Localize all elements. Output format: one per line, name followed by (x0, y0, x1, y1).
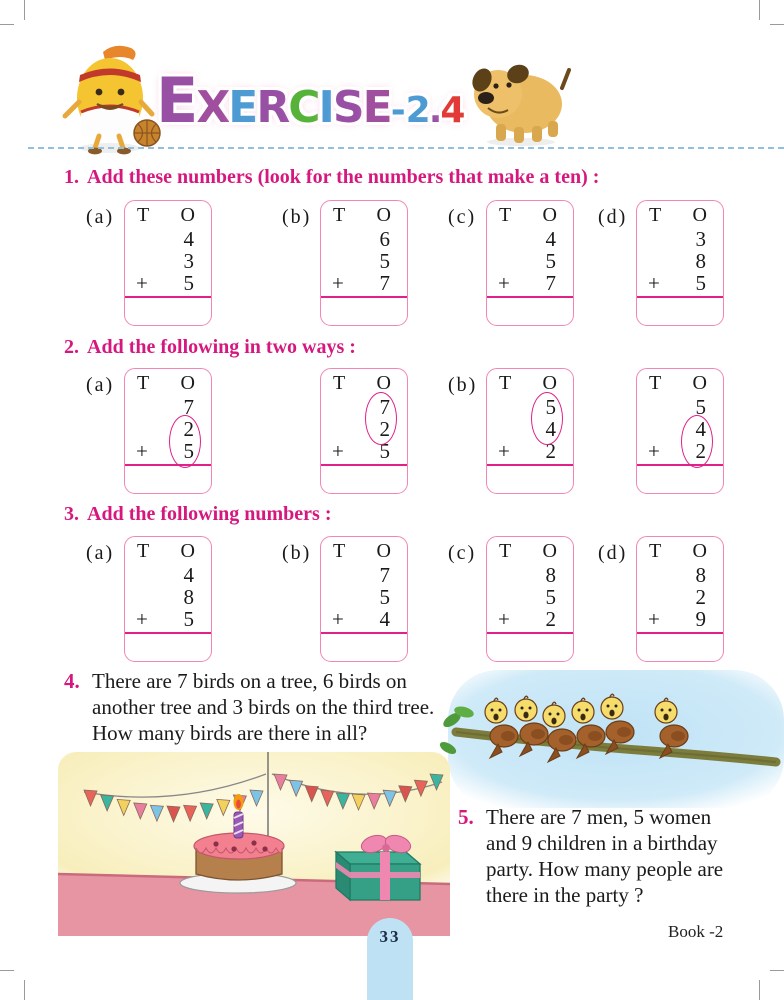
addend-row (637, 272, 723, 294)
question-1-heading (64, 166, 744, 189)
problem-label: (a) (86, 542, 115, 564)
sum-line (637, 296, 723, 298)
place-header: O (180, 204, 195, 226)
title-letter: E (362, 82, 393, 133)
addend-row (321, 440, 407, 462)
place-value-headers (637, 537, 723, 564)
addend-digit: 7 (183, 395, 194, 419)
addend-digit: 2 (379, 417, 390, 441)
question-number: 4. (64, 669, 80, 693)
sum-line (487, 464, 573, 466)
mascot-illustration (55, 40, 165, 155)
question-5 (458, 804, 743, 908)
addend-digit: 2 (545, 607, 556, 631)
place-value-headers (487, 201, 573, 228)
question-text: Add these numbers (look for the numbers that make a ten) : (87, 166, 600, 188)
addend-row (637, 586, 723, 608)
plus-sign: + (648, 607, 660, 631)
addend-row (487, 228, 573, 250)
plus-sign: + (136, 271, 148, 295)
addend-digit: 5 (545, 395, 556, 419)
exercise-title (156, 64, 486, 137)
addend-row (487, 272, 573, 294)
plus-sign: + (498, 439, 510, 463)
addend-row (321, 272, 407, 294)
question-3-problems (0, 534, 784, 666)
place-header: O (542, 540, 557, 562)
addend-digit: 3 (183, 249, 194, 273)
sum-line (637, 464, 723, 466)
place-value-headers (487, 537, 573, 564)
place-header: T (649, 204, 662, 226)
addend-digit: 3 (695, 227, 706, 251)
question-text: Add the following in two ways : (87, 336, 356, 358)
question-text: There are 7 birds on a tree, 6 birds on another tree and 3 birds on the third tree. How many birds are there in all? (92, 669, 435, 745)
addend-row (487, 586, 573, 608)
crop-mark (759, 0, 760, 20)
plus-sign: + (498, 271, 510, 295)
sum-line (321, 296, 407, 298)
addend-row (487, 608, 573, 630)
crop-mark (770, 970, 784, 971)
question-number: 3. (64, 503, 79, 525)
place-header: T (499, 372, 512, 394)
sum-line (125, 632, 211, 634)
place-header: O (692, 204, 707, 226)
addend-digit: 4 (183, 227, 194, 251)
page-number-tab (367, 918, 413, 1000)
addend-digit: 7 (545, 271, 556, 295)
plus-sign: + (648, 271, 660, 295)
place-header: O (180, 372, 195, 394)
addend-digit: 5 (545, 585, 556, 609)
addend-row (487, 250, 573, 272)
birthday-party-illustration (58, 752, 450, 936)
plus-sign: + (332, 271, 344, 295)
dashed-divider (28, 147, 784, 149)
problem-label: (b) (282, 542, 312, 564)
addend-digit: 5 (183, 439, 194, 463)
place-header: T (499, 540, 512, 562)
addend-digit: 4 (379, 607, 390, 631)
problem-label: (c) (448, 206, 477, 228)
addend-row (125, 396, 211, 418)
addend-digit: 4 (183, 563, 194, 587)
addend-digit: 5 (379, 585, 390, 609)
addend-digit: 2 (545, 439, 556, 463)
addend-digit: 7 (379, 563, 390, 587)
addend-row (637, 228, 723, 250)
plus-sign: + (332, 439, 344, 463)
addend-digit: 5 (183, 607, 194, 631)
addend-digit: 5 (379, 439, 390, 463)
title-letter: E (228, 82, 259, 133)
addend-digit: 9 (695, 607, 706, 631)
sum-line (487, 296, 573, 298)
crop-mark (24, 0, 25, 20)
place-value-headers (321, 201, 407, 228)
addend-row (321, 564, 407, 586)
question-text: There are 7 men, 5 women and 9 children in a birthday party. How many people are there in the party ? (486, 805, 724, 907)
sum-line (125, 464, 211, 466)
birds-on-branch-illustration (438, 670, 784, 812)
place-header: O (542, 204, 557, 226)
question-text: Add the following numbers : (87, 503, 332, 525)
addend-digit: 5 (183, 271, 194, 295)
addend-digit: 5 (379, 249, 390, 273)
title-letter: S (332, 82, 365, 133)
title-letter: E (156, 64, 199, 137)
addition-box (124, 368, 212, 494)
place-header: T (137, 204, 150, 226)
place-header: T (137, 540, 150, 562)
question-4 (64, 668, 449, 746)
addition-box (320, 200, 408, 326)
addition-box (636, 536, 724, 662)
addend-digit: 5 (695, 395, 706, 419)
title-letter: C (288, 82, 321, 133)
addend-digit: 5 (545, 249, 556, 273)
addend-digit: 8 (695, 249, 706, 273)
place-header: T (333, 540, 346, 562)
problem-label: (b) (282, 206, 312, 228)
addend-digit: 6 (379, 227, 390, 251)
place-header: O (692, 540, 707, 562)
place-header: T (649, 540, 662, 562)
plus-sign: + (498, 607, 510, 631)
title-letter: . (428, 90, 443, 131)
make-ten-circle (169, 415, 201, 468)
place-header: T (499, 204, 512, 226)
question-number: 5. (458, 805, 474, 829)
crop-mark (770, 24, 784, 25)
place-value-headers (637, 201, 723, 228)
crop-mark (0, 970, 14, 971)
addend-row (125, 608, 211, 630)
problem-label: (a) (86, 374, 115, 396)
addend-row (321, 250, 407, 272)
place-header: O (692, 372, 707, 394)
title-letter: I (318, 82, 335, 133)
title-letter: -2 (390, 90, 431, 131)
place-value-headers (125, 537, 211, 564)
place-header: O (376, 372, 391, 394)
addend-row (487, 440, 573, 462)
place-header: T (649, 372, 662, 394)
addend-row (125, 564, 211, 586)
addition-box (636, 200, 724, 326)
addend-row (321, 608, 407, 630)
addition-box (636, 368, 724, 494)
question-number: 1. (64, 166, 79, 188)
addition-box (486, 200, 574, 326)
place-value-headers (321, 537, 407, 564)
question-number: 2. (64, 336, 79, 358)
addend-digit: 8 (183, 585, 194, 609)
problem-label: (b) (448, 374, 478, 396)
title-letter: R (256, 82, 291, 133)
sum-line (125, 296, 211, 298)
addend-digit: 7 (379, 395, 390, 419)
addend-row (637, 564, 723, 586)
addend-row (125, 228, 211, 250)
question-2-problems (0, 366, 784, 498)
question-1-problems (0, 198, 784, 330)
problem-label: (c) (448, 542, 477, 564)
sum-line (487, 632, 573, 634)
crop-mark (24, 980, 25, 1000)
addend-digit: 2 (695, 439, 706, 463)
addend-row (321, 586, 407, 608)
place-value-headers (321, 369, 407, 396)
addend-row (125, 586, 211, 608)
problem-label: (d) (598, 206, 628, 228)
place-value-headers (125, 201, 211, 228)
page-number: 33 (379, 927, 401, 946)
addend-digit: 2 (695, 585, 706, 609)
addend-row (637, 396, 723, 418)
place-header: O (542, 372, 557, 394)
make-ten-circle (531, 392, 563, 445)
problem-label: (a) (86, 206, 115, 228)
addend-digit: 8 (545, 563, 556, 587)
addend-row (125, 250, 211, 272)
addition-box (320, 536, 408, 662)
addend-row (637, 250, 723, 272)
addend-digit: 7 (379, 271, 390, 295)
addend-digit: 4 (545, 227, 556, 251)
sum-line (321, 464, 407, 466)
plus-sign: + (136, 607, 148, 631)
plus-sign: + (136, 439, 148, 463)
place-header: T (137, 372, 150, 394)
place-header: O (376, 540, 391, 562)
sum-line (321, 632, 407, 634)
place-header: O (376, 204, 391, 226)
addend-row (637, 608, 723, 630)
addend-digit: 8 (695, 563, 706, 587)
addition-box (124, 200, 212, 326)
place-header: T (333, 372, 346, 394)
place-header: T (333, 204, 346, 226)
addend-digit: 4 (695, 417, 706, 441)
addend-digit: 2 (183, 417, 194, 441)
place-value-headers (637, 369, 723, 396)
crop-mark (759, 980, 760, 1000)
addend-row (487, 564, 573, 586)
title-letter: 4 (440, 90, 466, 131)
dog-illustration (466, 58, 576, 148)
question-3-heading (64, 503, 744, 526)
plus-sign: + (332, 607, 344, 631)
crop-mark (0, 24, 14, 25)
sum-line (637, 632, 723, 634)
plus-sign: + (648, 439, 660, 463)
addend-digit: 4 (545, 417, 556, 441)
title-letter: X (196, 82, 231, 133)
addition-box (486, 368, 574, 494)
addition-box (320, 368, 408, 494)
addend-digit: 5 (695, 271, 706, 295)
problem-label: (d) (598, 542, 628, 564)
make-ten-circle (681, 415, 713, 468)
book-label: Book -2 (668, 922, 724, 941)
addition-box (486, 536, 574, 662)
place-header: O (180, 540, 195, 562)
place-value-headers (125, 369, 211, 396)
question-2-heading (64, 336, 744, 359)
place-value-headers (487, 369, 573, 396)
make-ten-circle (365, 392, 397, 445)
addend-row (321, 228, 407, 250)
addend-row (125, 272, 211, 294)
addition-box (124, 536, 212, 662)
